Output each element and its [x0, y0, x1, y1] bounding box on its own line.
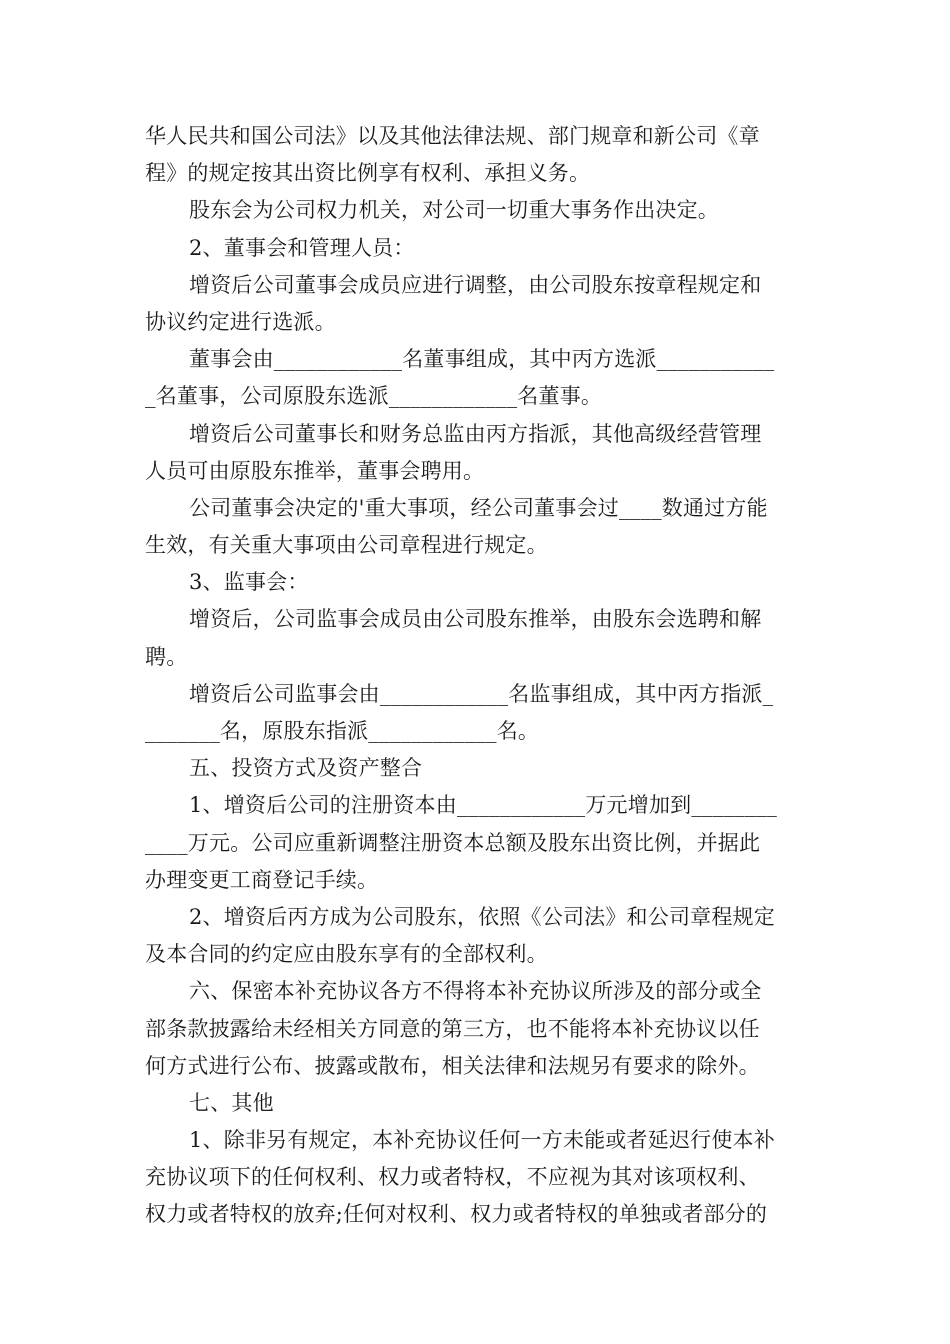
- text-line: 增资后，公司监事会成员由公司股东推举，由股东会选聘和解: [189, 607, 762, 632]
- text-line: 生效，有关重大事项由公司章程进行规定。: [145, 533, 548, 558]
- section-heading: 3、监事会：: [189, 570, 309, 595]
- section-heading: 七、其他: [189, 1090, 274, 1115]
- text-line: 协议约定进行选派。: [145, 309, 336, 334]
- text-line: 股东会为公司权力机关，对公司一切重大事务作出决定。: [189, 198, 719, 223]
- section-heading: 六、保密本补充协议各方不得将本补充协议所涉及的部分或全: [189, 979, 762, 1004]
- text-line: 增资后公司董事会成员应进行调整，由公司股东按章程规定和: [189, 272, 762, 297]
- text-line: 权力或者特权的放弃;任何对权利、权力或者特权的单独或者部分的: [145, 1202, 768, 1227]
- section-heading: 2、董事会和管理人员：: [189, 235, 415, 260]
- text-line: 公司董事会决定的'重大事项，经公司董事会过____数通过方能: [189, 495, 768, 520]
- section-heading: 五、投资方式及资产整合: [189, 756, 423, 781]
- text-line: 人员可由原股东推举，董事会聘用。: [145, 458, 485, 483]
- text-line: ____万元。公司应重新调整注册资本总额及股东出资比例，并据此: [145, 830, 761, 855]
- text-line: _______名，原股东指派____________名。: [145, 719, 540, 743]
- text-line: 董事会由____________名董事组成，其中丙方选派___________: [189, 347, 775, 372]
- document-body: [145, 118, 809, 1234]
- text-line: 部条款披露给未经相关方同意的第三方，也不能将本补充协议以任: [145, 1016, 760, 1041]
- text-line: _名董事，公司原股东选派____________名董事。: [145, 384, 603, 409]
- text-line: 1、除非另有规定，本补充协议任何一方未能或者延迟行使本补: [189, 1128, 775, 1153]
- text-line: 办理变更工商登记手续。: [145, 867, 379, 892]
- text-line: 何方式进行公布、披露或散布，相关法律和法规另有要求的除外。: [145, 1053, 760, 1078]
- text-line: 2、增资后丙方成为公司股东，依照《公司法》和公司章程规定: [189, 904, 775, 929]
- text-line: 程》的规定按其出资比例享有权利、承担义务。: [145, 161, 591, 186]
- text-line: 1、增资后公司的注册资本由____________万元增加到________: [189, 793, 777, 818]
- text-line: 华人民共和国公司法》以及其他法律法规、部门规章和新公司《章: [145, 124, 760, 148]
- text-line: 增资后公司董事长和财务总监由丙方指派，其他高级经营管理: [189, 421, 762, 446]
- text-line: 及本合同的约定应由股东享有的全部权利。: [145, 942, 548, 967]
- text-line: 聘。: [145, 644, 188, 669]
- text-line: 增资后公司监事会由____________名监事组成，其中丙方指派_: [189, 681, 774, 706]
- text-line: 充协议项下的任何权利、权力或者特权，不应视为其对该项权利、: [145, 1165, 760, 1190]
